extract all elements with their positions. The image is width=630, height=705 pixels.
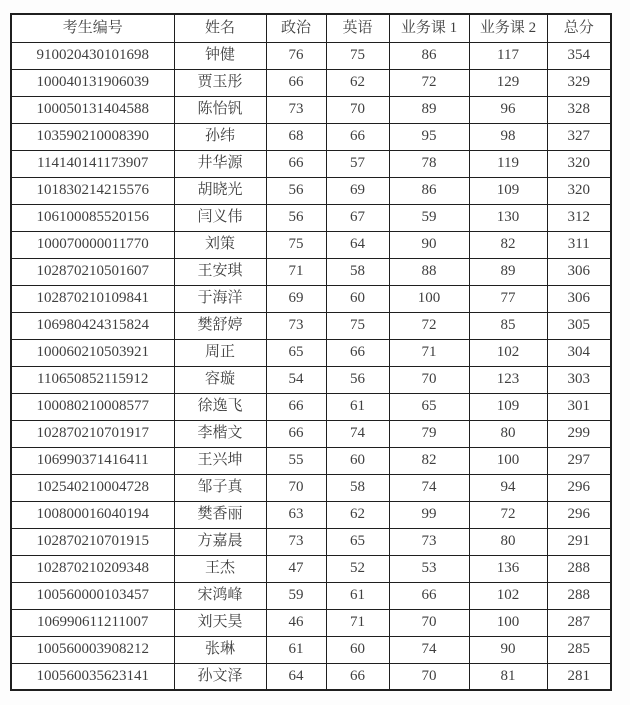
cell-politics: 59 [266,582,326,609]
cell-name: 容璇 [174,366,266,393]
cell-course2: 109 [469,393,547,420]
column-header-course1: 业务课 1 [389,14,469,42]
table-row [11,339,611,366]
cell-total: 311 [547,231,611,258]
cell-politics: 56 [266,204,326,231]
cell-total: 287 [547,609,611,636]
cell-politics: 56 [266,177,326,204]
cell-total: 297 [547,447,611,474]
cell-candidate-id: 114140141173907 [11,150,174,177]
cell-course1: 90 [389,231,469,258]
cell-name: 宋鸿峰 [174,582,266,609]
cell-name: 刘策 [174,231,266,258]
cell-total: 306 [547,258,611,285]
table-row [11,582,611,609]
cell-course2: 80 [469,528,547,555]
cell-candidate-id: 100560003908212 [11,636,174,663]
cell-english: 61 [326,582,389,609]
cell-name: 贾玉彤 [174,69,266,96]
cell-course2: 80 [469,420,547,447]
cell-politics: 65 [266,339,326,366]
table-row [11,177,611,204]
cell-politics: 69 [266,285,326,312]
cell-course1: 72 [389,69,469,96]
cell-total: 291 [547,528,611,555]
cell-name: 方嘉晨 [174,528,266,555]
cell-candidate-id: 100560000103457 [11,582,174,609]
cell-politics: 46 [266,609,326,636]
table-row [11,555,611,582]
cell-total: 299 [547,420,611,447]
cell-course1: 86 [389,42,469,69]
cell-politics: 64 [266,663,326,690]
cell-course1: 70 [389,663,469,690]
cell-english: 60 [326,285,389,312]
cell-course2: 72 [469,501,547,528]
cell-english: 70 [326,96,389,123]
cell-english: 58 [326,258,389,285]
cell-english: 65 [326,528,389,555]
cell-politics: 73 [266,528,326,555]
cell-politics: 75 [266,231,326,258]
cell-course1: 95 [389,123,469,150]
cell-course2: 90 [469,636,547,663]
cell-english: 62 [326,501,389,528]
cell-name: 刘天昊 [174,609,266,636]
cell-candidate-id: 102870210109841 [11,285,174,312]
cell-politics: 71 [266,258,326,285]
cell-course2: 89 [469,258,547,285]
cell-course2: 81 [469,663,547,690]
cell-total: 320 [547,150,611,177]
cell-name: 徐逸飞 [174,393,266,420]
cell-course2: 100 [469,609,547,636]
column-header-total: 总分 [547,14,611,42]
cell-candidate-id: 100040131906039 [11,69,174,96]
cell-total: 288 [547,555,611,582]
table-row [11,366,611,393]
cell-course1: 72 [389,312,469,339]
cell-name: 于海洋 [174,285,266,312]
cell-candidate-id: 106100085520156 [11,204,174,231]
cell-candidate-id: 100060210503921 [11,339,174,366]
table-row [11,528,611,555]
cell-course1: 71 [389,339,469,366]
cell-politics: 73 [266,96,326,123]
table-row [11,96,611,123]
cell-candidate-id: 102870210209348 [11,555,174,582]
cell-course2: 129 [469,69,547,96]
cell-course1: 100 [389,285,469,312]
table-row [11,123,611,150]
cell-course2: 136 [469,555,547,582]
table-body [11,42,611,690]
column-header-candidate-id: 考生编号 [11,14,174,42]
cell-course1: 99 [389,501,469,528]
cell-candidate-id: 102870210701915 [11,528,174,555]
table-row [11,285,611,312]
cell-course1: 70 [389,366,469,393]
cell-politics: 76 [266,42,326,69]
cell-course1: 74 [389,636,469,663]
cell-candidate-id: 103590210008390 [11,123,174,150]
cell-course2: 94 [469,474,547,501]
cell-politics: 63 [266,501,326,528]
cell-course2: 82 [469,231,547,258]
cell-course2: 96 [469,96,547,123]
cell-candidate-id: 102540210004728 [11,474,174,501]
cell-english: 69 [326,177,389,204]
cell-politics: 66 [266,150,326,177]
cell-total: 329 [547,69,611,96]
cell-total: 304 [547,339,611,366]
cell-english: 61 [326,393,389,420]
cell-english: 56 [326,366,389,393]
cell-total: 354 [547,42,611,69]
cell-english: 75 [326,42,389,69]
cell-name: 井华源 [174,150,266,177]
cell-name: 胡晓光 [174,177,266,204]
table-row [11,663,611,690]
cell-total: 303 [547,366,611,393]
cell-total: 285 [547,636,611,663]
header-row [11,14,611,42]
cell-name: 张琳 [174,636,266,663]
column-header-name: 姓名 [174,14,266,42]
cell-total: 320 [547,177,611,204]
cell-english: 58 [326,474,389,501]
table-row [11,150,611,177]
cell-name: 钟健 [174,42,266,69]
cell-english: 75 [326,312,389,339]
cell-course2: 100 [469,447,547,474]
cell-english: 66 [326,123,389,150]
cell-course1: 74 [389,474,469,501]
cell-candidate-id: 102870210501607 [11,258,174,285]
cell-english: 64 [326,231,389,258]
cell-name: 王兴坤 [174,447,266,474]
cell-candidate-id: 110650852115912 [11,366,174,393]
cell-candidate-id: 100080210008577 [11,393,174,420]
cell-course1: 88 [389,258,469,285]
cell-total: 306 [547,285,611,312]
cell-name: 孙纬 [174,123,266,150]
cell-politics: 61 [266,636,326,663]
cell-total: 312 [547,204,611,231]
cell-politics: 47 [266,555,326,582]
cell-course2: 130 [469,204,547,231]
table-row [11,501,611,528]
cell-name: 樊舒婷 [174,312,266,339]
scores-table [10,13,612,691]
cell-total: 305 [547,312,611,339]
cell-name: 闫义伟 [174,204,266,231]
table-row [11,420,611,447]
cell-course1: 78 [389,150,469,177]
cell-course1: 53 [389,555,469,582]
cell-name: 王杰 [174,555,266,582]
cell-politics: 66 [266,69,326,96]
cell-candidate-id: 100070000011770 [11,231,174,258]
cell-candidate-id: 106980424315824 [11,312,174,339]
cell-course1: 86 [389,177,469,204]
cell-course1: 66 [389,582,469,609]
cell-name: 邹子真 [174,474,266,501]
cell-total: 296 [547,501,611,528]
cell-total: 327 [547,123,611,150]
cell-name: 李楷文 [174,420,266,447]
cell-politics: 68 [266,123,326,150]
cell-course1: 82 [389,447,469,474]
cell-english: 52 [326,555,389,582]
cell-total: 288 [547,582,611,609]
table-row [11,447,611,474]
cell-name: 周正 [174,339,266,366]
cell-candidate-id: 106990371416411 [11,447,174,474]
table-row [11,312,611,339]
cell-english: 60 [326,636,389,663]
table-row [11,258,611,285]
cell-candidate-id: 910020430101698 [11,42,174,69]
cell-course2: 77 [469,285,547,312]
cell-candidate-id: 101830214215576 [11,177,174,204]
cell-english: 74 [326,420,389,447]
cell-politics: 66 [266,393,326,420]
cell-name: 樊香丽 [174,501,266,528]
table-row [11,636,611,663]
table-row [11,393,611,420]
cell-english: 57 [326,150,389,177]
cell-english: 71 [326,609,389,636]
table-row [11,42,611,69]
table-row [11,69,611,96]
cell-politics: 66 [266,420,326,447]
table-row [11,474,611,501]
table-row [11,609,611,636]
table-row [11,204,611,231]
cell-name: 陈怡钒 [174,96,266,123]
cell-candidate-id: 102870210701917 [11,420,174,447]
cell-course2: 109 [469,177,547,204]
cell-course1: 70 [389,609,469,636]
cell-course1: 89 [389,96,469,123]
table-header [11,14,611,42]
cell-candidate-id: 100560035623141 [11,663,174,690]
cell-politics: 70 [266,474,326,501]
cell-candidate-id: 100800016040194 [11,501,174,528]
cell-candidate-id: 106990611211007 [11,609,174,636]
cell-candidate-id: 100050131404588 [11,96,174,123]
cell-course2: 117 [469,42,547,69]
cell-total: 296 [547,474,611,501]
column-header-politics: 政治 [266,14,326,42]
cell-english: 66 [326,663,389,690]
column-header-english: 英语 [326,14,389,42]
cell-politics: 73 [266,312,326,339]
cell-course1: 79 [389,420,469,447]
column-header-course2: 业务课 2 [469,14,547,42]
cell-course2: 85 [469,312,547,339]
cell-total: 301 [547,393,611,420]
cell-english: 60 [326,447,389,474]
cell-course2: 119 [469,150,547,177]
cell-english: 62 [326,69,389,96]
cell-course1: 59 [389,204,469,231]
cell-course1: 65 [389,393,469,420]
cell-course2: 98 [469,123,547,150]
cell-politics: 55 [266,447,326,474]
cell-course1: 73 [389,528,469,555]
cell-total: 328 [547,96,611,123]
cell-politics: 54 [266,366,326,393]
cell-name: 王安琪 [174,258,266,285]
cell-course2: 123 [469,366,547,393]
cell-course2: 102 [469,582,547,609]
cell-course2: 102 [469,339,547,366]
cell-name: 孙文泽 [174,663,266,690]
cell-total: 281 [547,663,611,690]
table-row [11,231,611,258]
cell-english: 66 [326,339,389,366]
cell-english: 67 [326,204,389,231]
